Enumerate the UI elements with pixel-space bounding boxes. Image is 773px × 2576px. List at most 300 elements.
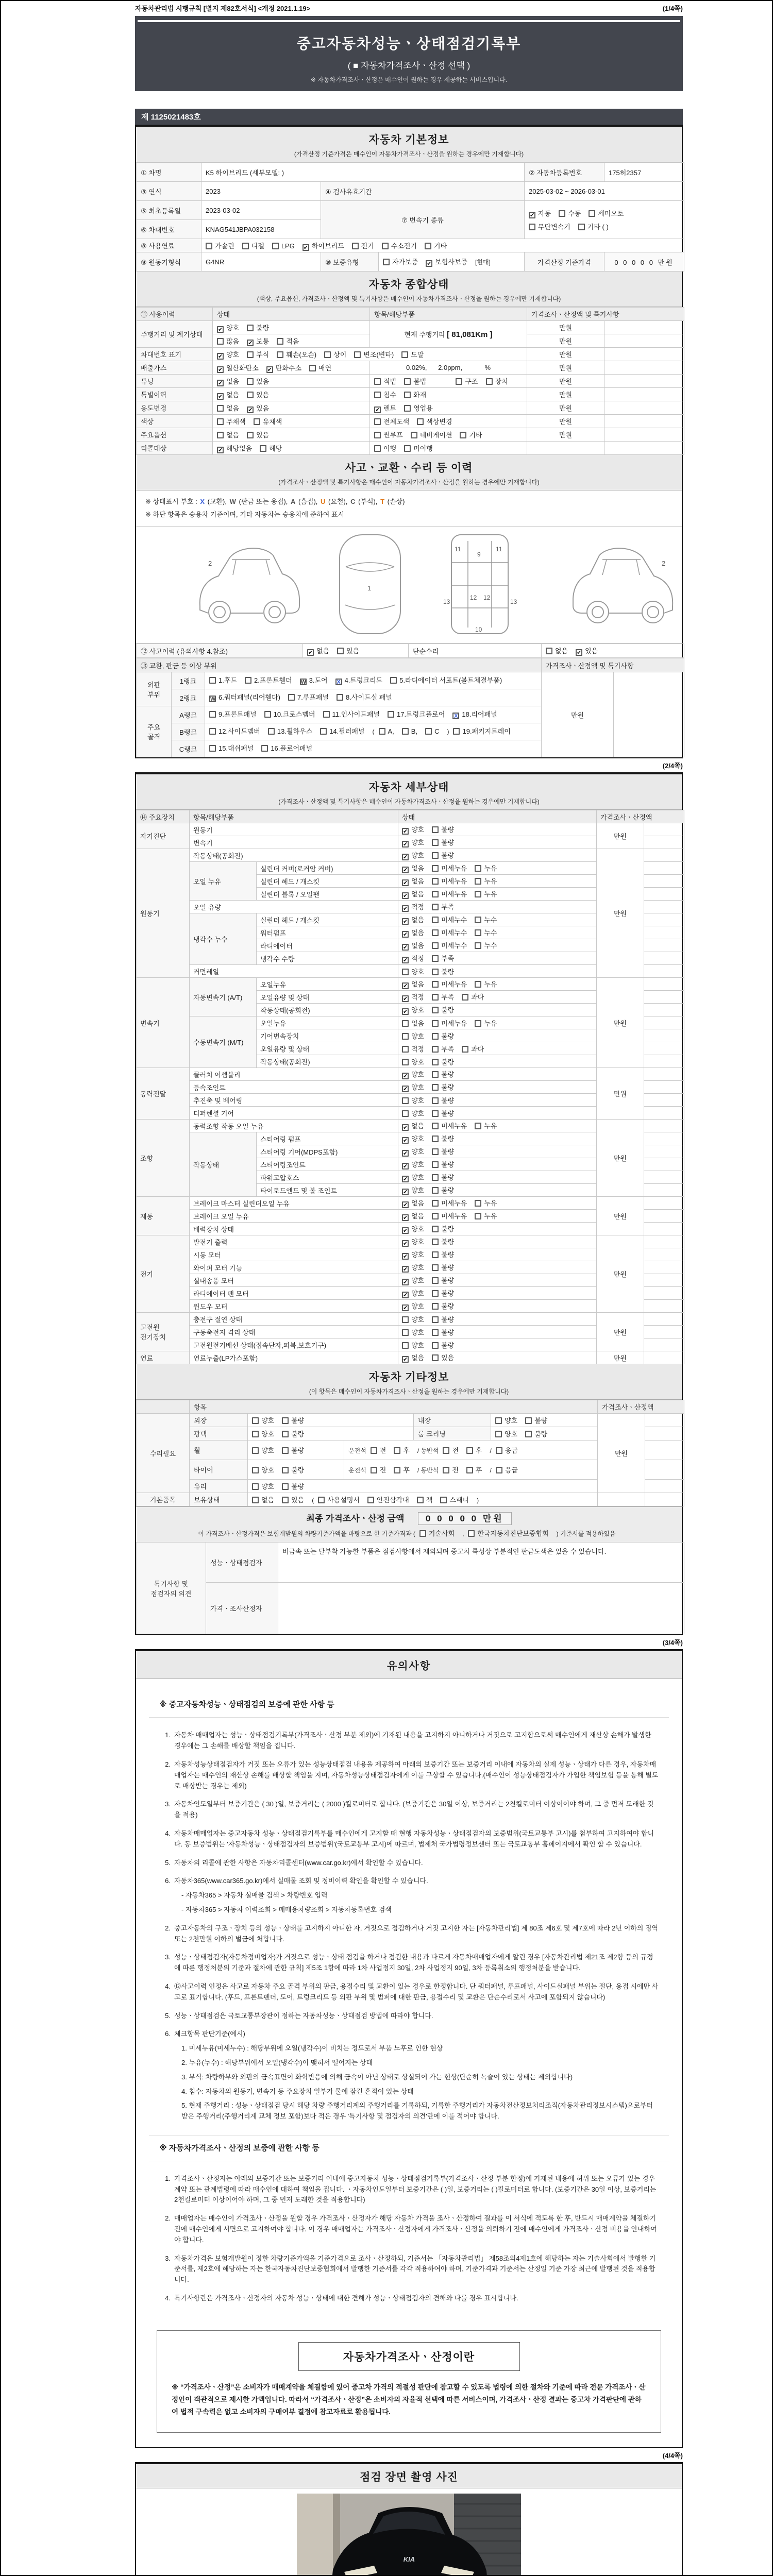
checkbox-16.플로어패널[interactable] <box>261 742 312 755</box>
checkbox-없음[interactable] <box>307 646 329 656</box>
checkbox-없음[interactable] <box>217 376 239 386</box>
checkbox-영업용[interactable] <box>404 403 433 413</box>
checkbox-누수[interactable] <box>475 940 497 950</box>
note-cell <box>644 1029 684 1042</box>
checkbox-양호[interactable] <box>252 1465 274 1475</box>
notice-number: 3. <box>165 1953 171 1961</box>
checkbox-양호[interactable] <box>402 1275 424 1285</box>
checkbox-미세누유[interactable] <box>432 1121 467 1130</box>
checkbox-15.대쉬패널[interactable] <box>209 742 254 755</box>
table-row <box>137 658 684 672</box>
checkbox-변조(변타)[interactable] <box>354 349 394 359</box>
checkbox-없음[interactable] <box>402 914 424 925</box>
table-row <box>137 442 684 455</box>
table-row <box>137 361 684 375</box>
checkbox-양호[interactable] <box>402 1146 424 1157</box>
checkbox-많음[interactable] <box>217 336 239 346</box>
checkbox-불량[interactable] <box>432 1185 454 1195</box>
checkbox-가솔린[interactable] <box>206 241 234 250</box>
checkbox-icon <box>468 1530 475 1537</box>
notice-text: 자동차성능상태점검자가 거짓 또는 오류가 있는 성능상태점검 내용을 제공하여 아래의 보증기간 또는 보증거리 이내에 자동차의 실제 성능ㆍ상태가 다른 경우, 자동차매매업자는 매수인의 재산상 손해를 배상할 책임을 지며, 자동차성능상태점검자에게 이를 구상할 수 있습니다.(매수인이 성능상태점검자가 가입한 책임보험 등을 통해 별도로 배상받는 경우는 제외) <box>174 1760 659 1790</box>
checkbox-양호[interactable] <box>402 1082 424 1092</box>
checkbox-양호[interactable] <box>402 1236 424 1247</box>
checkbox-label: 있음 <box>346 647 360 655</box>
checkbox-기술사회[interactable] <box>419 1528 455 1538</box>
checkbox-잭[interactable] <box>417 1495 433 1504</box>
checkbox-무단변속기[interactable] <box>529 222 570 231</box>
checkbox-label: 누유 <box>484 1212 497 1221</box>
legend-text: (요철), <box>328 498 348 505</box>
checkbox-없음[interactable] <box>217 403 239 413</box>
checkbox-불량[interactable] <box>432 1288 454 1298</box>
checkbox-icon <box>432 1174 439 1181</box>
table-row <box>137 415 684 428</box>
parts-checks <box>370 375 527 388</box>
checkbox-icon: ✔ <box>403 906 408 912</box>
checkbox-양호[interactable] <box>402 1249 424 1260</box>
checkbox-불량[interactable] <box>432 1314 454 1324</box>
checkbox-11.인사이드패널[interactable] <box>323 708 380 721</box>
checkbox-양호[interactable] <box>402 837 424 848</box>
checkbox-불량[interactable] <box>432 1172 454 1182</box>
checkbox-양호[interactable] <box>402 1159 424 1170</box>
checkbox-누유[interactable] <box>475 1211 497 1221</box>
checkbox-불량[interactable] <box>247 323 269 332</box>
checkbox-전체도색[interactable] <box>374 416 409 426</box>
checkbox-부족[interactable] <box>432 902 454 911</box>
checkbox-전[interactable] <box>371 1465 386 1475</box>
first-reg-label: ⑤ 최초등록일 <box>137 201 201 220</box>
checkbox-적정[interactable] <box>402 953 424 963</box>
checkbox-9.프론트패널[interactable] <box>209 708 257 721</box>
checkbox-적음[interactable] <box>277 336 299 346</box>
checkbox-양호[interactable] <box>252 1481 274 1491</box>
checkbox-전[interactable] <box>371 1445 386 1455</box>
checkbox-전기[interactable] <box>352 241 374 250</box>
checkbox-미세누유[interactable] <box>432 863 467 873</box>
checkbox-양호[interactable] <box>402 1340 424 1350</box>
checkbox-icon <box>443 1467 449 1473</box>
checkbox-적정[interactable] <box>402 902 424 912</box>
checkbox-보통[interactable] <box>247 336 269 346</box>
checkbox-양호[interactable] <box>402 1224 424 1234</box>
checkbox-불량[interactable] <box>432 1224 454 1233</box>
page-number-3: (3/4쪽) <box>662 1639 683 1647</box>
checkbox-label: 없음 <box>411 877 425 886</box>
note-cell <box>644 1197 684 1210</box>
checkbox-양호[interactable] <box>402 967 424 976</box>
legend-symbol: X <box>200 498 205 505</box>
checkbox-안전삼각대[interactable] <box>367 1495 409 1504</box>
checkbox-있음[interactable] <box>337 646 359 655</box>
checkbox-icon: ✔ <box>403 1163 408 1170</box>
checkbox-있음[interactable] <box>247 430 269 439</box>
note-cell <box>644 1351 684 1364</box>
checkbox-탄화수소[interactable] <box>266 363 301 373</box>
checkbox-양호[interactable] <box>495 1415 517 1425</box>
checkbox-label: 불량 <box>291 1447 305 1455</box>
checkbox-기타[interactable] <box>425 241 447 250</box>
note-cell <box>644 1261 684 1274</box>
checkbox-없음[interactable] <box>402 979 424 989</box>
checkbox-없음[interactable] <box>402 1198 424 1208</box>
checkbox-없음[interactable] <box>402 876 424 886</box>
checkbox-없음[interactable] <box>402 1211 424 1221</box>
checkbox-10.크로스멤버[interactable] <box>264 708 315 721</box>
checkbox-수소전기[interactable] <box>382 241 417 250</box>
checkbox-양호[interactable] <box>252 1445 274 1455</box>
checkbox-양호[interactable] <box>402 1172 424 1182</box>
checkbox-label: 화재 <box>413 391 427 399</box>
table-row <box>137 201 684 220</box>
checkbox-불량[interactable] <box>432 1159 454 1169</box>
checkbox-18.리어패널[interactable] <box>452 708 497 721</box>
checkbox-하이브리드[interactable] <box>303 241 344 251</box>
checkbox-도말[interactable] <box>401 349 424 359</box>
checkbox-icon: ✔ <box>403 1215 408 1222</box>
checkbox-불량[interactable] <box>282 1465 304 1475</box>
checkbox-icon <box>475 1213 481 1219</box>
checkbox-C[interactable] <box>425 725 439 738</box>
checkbox-디젤[interactable] <box>242 241 264 250</box>
checkbox-부족[interactable] <box>432 992 454 1002</box>
note-cell <box>644 978 684 991</box>
note-cell <box>645 1460 684 1480</box>
checkbox-불량[interactable] <box>432 837 454 847</box>
checkbox-후[interactable] <box>466 1465 482 1475</box>
checkbox-후[interactable] <box>466 1445 482 1455</box>
checkbox-icon <box>390 677 397 684</box>
checkbox-상이[interactable] <box>324 349 346 359</box>
checkbox-세미오토[interactable] <box>589 208 624 218</box>
checkbox-label: 15.대쉬패널 <box>219 744 254 753</box>
checkbox-양호[interactable] <box>402 1031 424 1041</box>
checkbox-일산화탄소[interactable] <box>217 363 259 373</box>
checkbox-적정[interactable] <box>402 992 424 1002</box>
checkbox-불량[interactable] <box>432 850 454 860</box>
checkbox-유채색[interactable] <box>254 416 282 426</box>
checkbox-icon <box>337 648 344 654</box>
state-checks <box>213 334 370 348</box>
checkbox-없음[interactable] <box>217 389 239 400</box>
checkbox-icon <box>432 929 439 936</box>
checkbox-불량[interactable] <box>432 1262 454 1272</box>
checkbox-LPG[interactable] <box>272 242 295 250</box>
checkbox-미세누유[interactable] <box>432 876 467 886</box>
checkbox-구조[interactable] <box>456 376 478 386</box>
checkbox-불량[interactable] <box>525 1429 547 1438</box>
item-label: 클러치 어셈블리 <box>190 1068 398 1081</box>
checkbox-사용설명서[interactable] <box>318 1495 360 1504</box>
table-row <box>137 375 684 388</box>
checkbox-icon <box>419 1530 426 1537</box>
section-photos <box>135 2462 683 2576</box>
checkbox-없음[interactable] <box>402 940 424 951</box>
checkbox-누유[interactable] <box>475 979 497 989</box>
checkbox-미세누수[interactable] <box>432 940 467 950</box>
checkbox-부식[interactable] <box>247 349 269 359</box>
checkbox-불량[interactable] <box>432 1095 454 1105</box>
checkbox-양호[interactable] <box>402 1185 424 1195</box>
checkbox-불량[interactable] <box>432 1082 454 1092</box>
checkbox-미이행[interactable] <box>404 443 433 453</box>
checkbox-양호[interactable] <box>402 1108 424 1118</box>
checkbox-19.패키지트레이[interactable] <box>453 725 510 738</box>
checkbox-icon <box>402 1110 409 1117</box>
checkbox-있음[interactable] <box>432 1352 454 1362</box>
checkbox-불량[interactable] <box>432 1057 454 1066</box>
notice-text: 중고자동차의 구조ㆍ장치 등의 성능ㆍ상태를 고지하지 아니한 자, 거짓으로 점검하거나 거짓 고지한 자는 [자동차관리법] 제 80조 제6호 및 제7호에 따라 2년 이하의 징역 또는 2천만원 이하의 벌금에 처합니다. <box>174 1924 659 1943</box>
checkbox-없음[interactable] <box>402 927 424 938</box>
note-cell <box>604 375 684 388</box>
checkbox-label: 한국자동차진단보증협회 <box>477 1530 549 1538</box>
checkbox-양호[interactable] <box>402 1095 424 1105</box>
checkbox-스패너[interactable] <box>440 1495 469 1504</box>
checkbox-label: 양호 <box>411 826 425 834</box>
checkbox-label: 양호 <box>505 1417 518 1425</box>
checkbox-미세누유[interactable] <box>432 1018 467 1028</box>
checkbox-label: 후 <box>403 1447 410 1455</box>
checkbox-양호[interactable] <box>402 1314 424 1324</box>
checkbox-12.사이드멤버[interactable] <box>209 725 260 738</box>
checkbox-4.트렁크리드[interactable] <box>335 674 383 687</box>
checkbox-7.루프패널[interactable] <box>288 691 329 704</box>
checkbox-해당[interactable] <box>260 443 282 453</box>
checkbox-양호[interactable] <box>402 1301 424 1311</box>
checkbox-불량[interactable] <box>432 1301 454 1311</box>
checkbox-불량[interactable] <box>432 1146 454 1156</box>
item-label: 충전구 절연 상태 <box>190 1313 398 1326</box>
checkbox-label: 구조 <box>465 378 478 385</box>
checkbox-응급[interactable] <box>496 1465 518 1475</box>
checkbox-불량[interactable] <box>432 1249 454 1259</box>
checkbox-양호[interactable] <box>402 1288 424 1298</box>
parts-checks <box>370 415 527 428</box>
checkbox-미세누유[interactable] <box>432 1198 467 1208</box>
checkbox-적정[interactable] <box>402 1044 424 1054</box>
price-cell: 만원 <box>597 849 644 978</box>
detail-title: 자동차 세부상태 <box>368 782 449 794</box>
checkbox-icon <box>337 694 343 701</box>
price-cell <box>598 1493 645 1506</box>
checkbox-불량[interactable] <box>432 824 454 834</box>
checkbox-기타 ( )[interactable] <box>578 222 609 231</box>
checkbox-불량[interactable] <box>282 1445 304 1455</box>
checkbox-양호[interactable] <box>402 1069 424 1079</box>
checkbox-썬루프[interactable] <box>374 430 403 439</box>
checkbox-14.필러패널[interactable] <box>320 725 364 738</box>
checkbox-누수[interactable] <box>475 914 497 924</box>
checkbox-불량[interactable] <box>525 1415 547 1425</box>
checkbox-label: 8.사이드실 패널 <box>346 693 392 702</box>
checkbox-icon <box>432 1136 439 1142</box>
table-row <box>137 428 684 442</box>
checkbox-누유[interactable] <box>475 863 497 873</box>
checkbox-양호[interactable] <box>402 850 424 860</box>
checkbox-자동[interactable] <box>529 208 551 218</box>
state-checks <box>398 939 597 952</box>
checkbox-icon <box>432 1277 439 1284</box>
checkbox-자가보증[interactable] <box>383 257 418 266</box>
checkbox-없음[interactable] <box>402 1121 424 1131</box>
checkbox-양호[interactable] <box>252 1415 274 1425</box>
checkbox-8.사이드실 패널[interactable] <box>337 691 392 704</box>
checkbox-침수[interactable] <box>374 389 396 399</box>
checkbox-불량[interactable] <box>432 967 454 976</box>
checkbox-있음[interactable] <box>247 403 269 413</box>
checkbox-양호[interactable] <box>402 1262 424 1273</box>
checkbox-불량[interactable] <box>282 1429 304 1438</box>
checkbox-icon: ✔ <box>403 828 408 835</box>
checkbox-icon <box>495 1431 502 1437</box>
checkbox-미세누수[interactable] <box>432 927 467 937</box>
checkbox-응급[interactable] <box>496 1445 518 1455</box>
checkbox-전[interactable] <box>443 1465 459 1475</box>
checkbox-있음[interactable] <box>247 376 269 386</box>
checkbox-불량[interactable] <box>432 1069 454 1079</box>
checkbox-부족[interactable] <box>432 953 454 963</box>
checkbox-누유[interactable] <box>475 1018 497 1028</box>
checkbox-미세누수[interactable] <box>432 914 467 924</box>
checkbox-2.프론트휀더[interactable] <box>245 674 292 687</box>
checkbox-불량[interactable] <box>432 1133 454 1143</box>
checkbox-icon <box>432 878 439 885</box>
checkbox-3.도어[interactable] <box>300 674 328 687</box>
checkbox-label: 불량 <box>441 1032 455 1040</box>
checkbox-불량[interactable] <box>432 1031 454 1041</box>
checkbox-양호[interactable] <box>252 1429 274 1438</box>
checkbox-불법[interactable] <box>404 376 426 386</box>
checkbox-누수[interactable] <box>475 927 497 937</box>
note-cell <box>644 1016 684 1029</box>
checkbox-icon <box>394 1447 400 1454</box>
checkbox-과다[interactable] <box>462 992 484 1002</box>
document-page <box>135 0 683 2576</box>
checkbox-매연[interactable] <box>309 363 331 372</box>
checkbox-색상변경[interactable] <box>417 416 452 426</box>
final-price-label: 최종 가격조사ㆍ산정 금액 <box>306 1514 405 1524</box>
checkbox-있음[interactable] <box>282 1495 304 1504</box>
checkbox-훼손(오손)[interactable] <box>277 349 316 359</box>
checkbox-해당없음[interactable] <box>217 443 252 453</box>
checkbox-화재[interactable] <box>404 389 426 399</box>
checkbox-후[interactable] <box>394 1445 410 1455</box>
checkbox-양호[interactable] <box>402 1005 424 1015</box>
checkbox-양호[interactable] <box>217 323 239 333</box>
check-text: / <box>490 1447 492 1455</box>
checkbox-icon <box>282 1447 289 1454</box>
checkbox-누유[interactable] <box>475 1121 497 1130</box>
checkbox-13.휠하우스[interactable] <box>268 725 312 738</box>
svg-text:13: 13 <box>510 598 517 606</box>
checkbox-불량[interactable] <box>432 1005 454 1014</box>
checkbox-누유[interactable] <box>475 876 497 886</box>
notice-text: 자동차매매업자는 중고자동차 성능ㆍ상태점검기록부를 매수인에게 고지할 때 현행 자동차성능ㆍ상태점검자의 보증범위(국토교통부 고시)를 첨부하여 고지하여야 합니다. 동 보증범위는 '자동차성능ㆍ상태점검자의 보증범위'(국토교통부 고시)에 따르며, 법제처 국가법령정보센터 또는 국토교통부 홈페이지에서 확인 할 수 있습니다. <box>174 1829 654 1848</box>
checkbox-누유[interactable] <box>475 889 497 899</box>
checkbox-A,[interactable] <box>379 725 394 738</box>
checkbox-5.라디에이터 서포트(볼트체결부품)[interactable] <box>390 674 502 687</box>
checkbox-label: 양호 <box>261 1417 275 1425</box>
checkbox-불량[interactable] <box>432 1108 454 1118</box>
checkbox-없음[interactable] <box>402 1352 424 1363</box>
item-label: 변속기 <box>190 836 398 849</box>
checkbox-1.후드[interactable] <box>209 674 237 687</box>
checkbox-누유[interactable] <box>475 1198 497 1208</box>
checkbox-미세누유[interactable] <box>432 1211 467 1221</box>
checkbox-양호[interactable] <box>402 1133 424 1144</box>
checkbox-양호[interactable] <box>217 349 239 360</box>
checkbox-과다[interactable] <box>462 1044 484 1054</box>
checkbox-없음[interactable] <box>402 1018 424 1028</box>
checkbox-label: 양호 <box>226 324 240 332</box>
checkbox-무채색[interactable] <box>217 416 246 426</box>
checkbox-미세누유[interactable] <box>432 889 467 899</box>
other-header <box>136 1364 682 1400</box>
checkbox-네비게이션[interactable] <box>411 430 452 439</box>
checkbox-후[interactable] <box>394 1465 410 1475</box>
notice-subitem: 3. 부식: 차량하부와 외판의 금속표면이 화학반응에 의해 금속이 아닌 상태로 상실되어 가는 현상(단순히 녹슬어 있는 상태는 제외합니다) <box>181 2073 573 2081</box>
checkbox-불량[interactable] <box>282 1481 304 1491</box>
notice-item <box>159 2253 659 2285</box>
checkbox-렌트[interactable] <box>374 403 396 413</box>
checkbox-icon <box>432 1342 439 1349</box>
checkbox-양호[interactable] <box>402 1057 424 1066</box>
checkbox-icon <box>247 325 254 331</box>
engine-value: G4NR <box>201 252 321 272</box>
checkbox-없음[interactable] <box>217 430 239 439</box>
checkbox-label: 양호 <box>411 1277 425 1285</box>
svg-text:9: 9 <box>477 551 481 558</box>
note-cell <box>644 952 684 965</box>
checkbox-전[interactable] <box>443 1445 459 1455</box>
checkbox-없음[interactable] <box>252 1495 274 1504</box>
checkbox-B,[interactable] <box>402 725 417 738</box>
section-notices <box>135 1649 683 2448</box>
checkbox-17.트렁크플로어[interactable] <box>388 708 445 721</box>
checkbox-6.쿼터패널(리어휀다)[interactable] <box>209 691 280 704</box>
checkbox-불량[interactable] <box>432 1327 454 1337</box>
checkbox-보험사보증[interactable] <box>426 257 467 267</box>
checkbox-양호[interactable] <box>402 824 424 835</box>
checkbox-미세누유[interactable] <box>432 979 467 989</box>
checkbox-수동[interactable] <box>559 208 581 218</box>
price-cell: 만원 <box>597 1313 644 1351</box>
checkbox-불량[interactable] <box>282 1415 304 1425</box>
device-group-label: 조향 <box>137 1120 190 1197</box>
checkbox-이행[interactable] <box>374 443 396 453</box>
checkbox-없음[interactable] <box>402 889 424 899</box>
checkbox-양호[interactable] <box>402 1327 424 1337</box>
checkbox-부족[interactable] <box>432 1044 454 1054</box>
checkbox-불량[interactable] <box>432 1236 454 1246</box>
checkbox-label: 양호 <box>411 1290 425 1298</box>
photos-area <box>136 2488 682 2576</box>
checkbox-적법[interactable] <box>374 376 396 386</box>
checkbox-장치[interactable] <box>486 376 508 386</box>
checkbox-불량[interactable] <box>432 1340 454 1350</box>
checkbox-불량[interactable] <box>432 1275 454 1285</box>
checkbox-있음[interactable] <box>247 389 269 399</box>
checkbox-한국자동차진단보증협회[interactable] <box>468 1528 548 1538</box>
checkbox-기타[interactable] <box>460 430 482 439</box>
checkbox-있음[interactable] <box>576 646 598 656</box>
checkbox-없음[interactable] <box>546 646 568 655</box>
checkbox-icon: ✔ <box>403 1202 408 1209</box>
checkbox-label: 기타 <box>433 242 447 250</box>
notice-item <box>159 1730 659 1752</box>
checkbox-양호[interactable] <box>495 1429 517 1438</box>
checkbox-없음[interactable] <box>402 863 424 873</box>
